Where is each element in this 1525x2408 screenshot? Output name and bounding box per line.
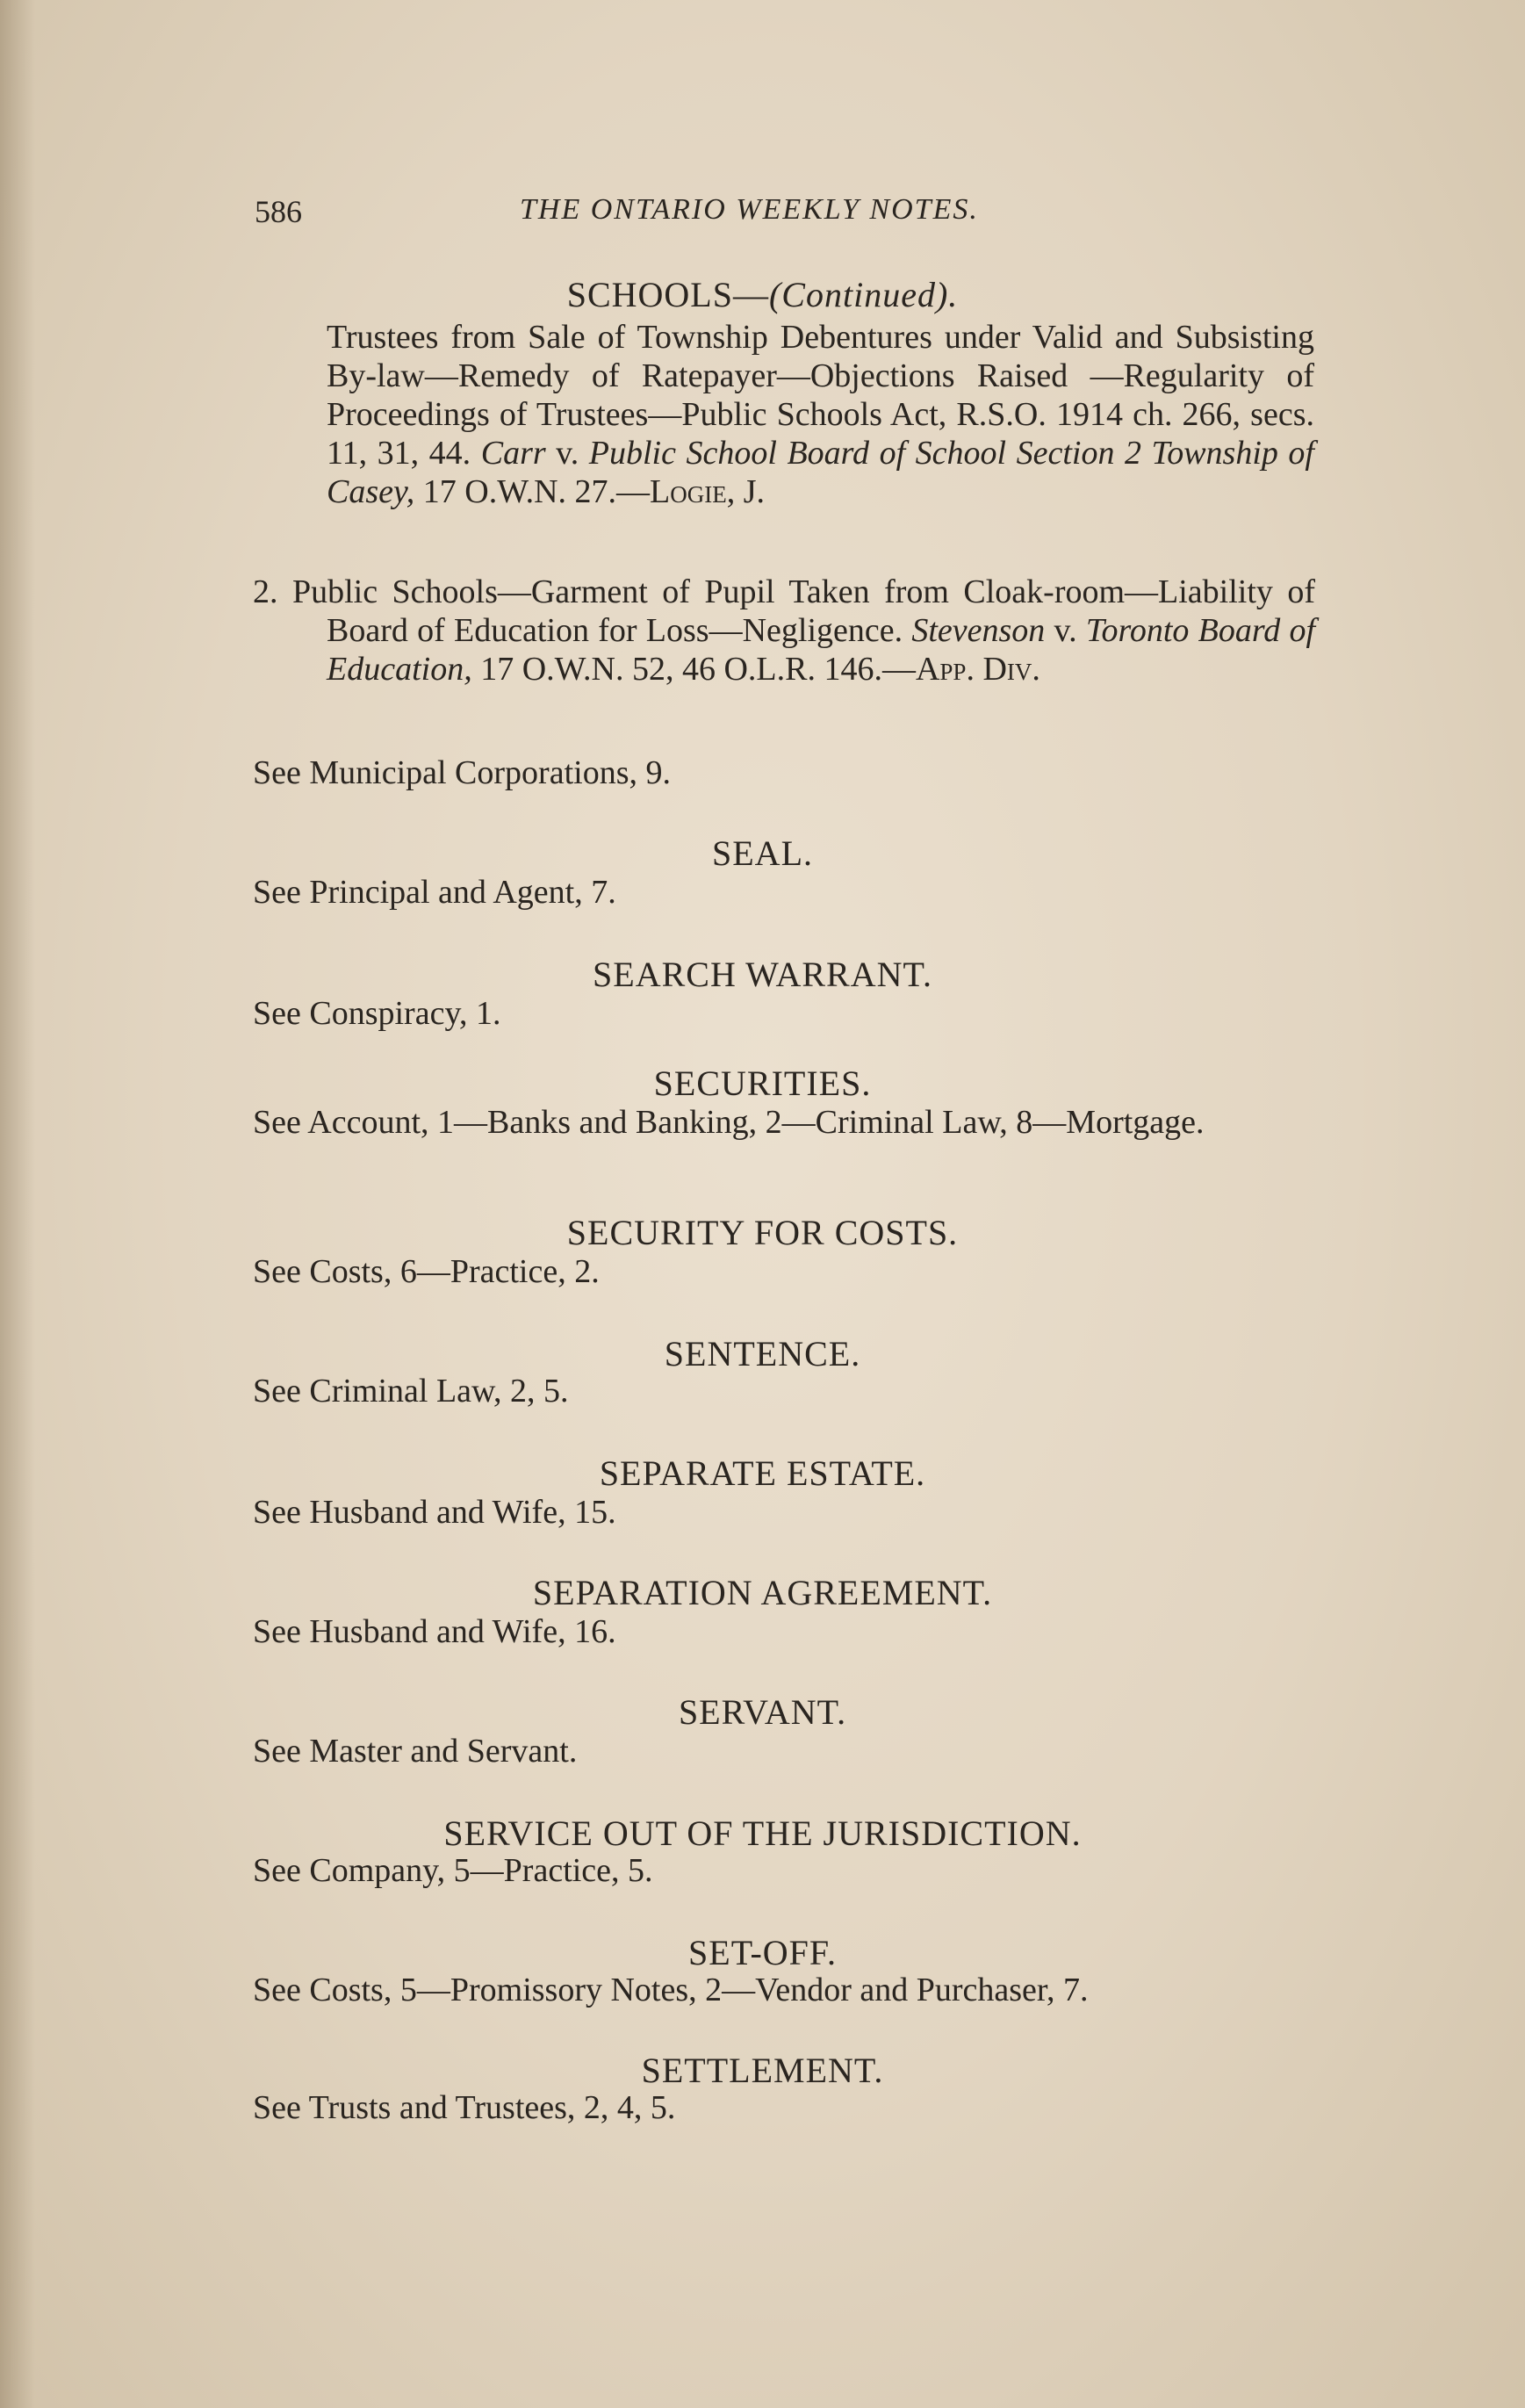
set-off-see-also: See Costs, 5—Promissory Notes, 2—Vendor and Purchaser, 7. [253,1972,1089,2008]
entry-2-citation: 17 O.W.N. 52, 46 O.L.R. 146.— [471,651,916,688]
seal-see-also: See Principal and Agent, 7. [253,874,616,911]
entry-2-court: App. Div [915,651,1032,688]
settlement-see-also: See Trusts and Trustees, 2, 4, 5. [253,2089,676,2126]
search-warrant-see-also: See Conspiracy, 1. [253,995,501,1032]
separation-agreement-see-also: See Husband and Wife, 16. [253,1613,616,1650]
schools-see-also: See Municipal Corporations, 9. [253,754,671,791]
schools-entry-2 [253,573,1315,689]
journal-title: THE ONTARIO WEEKLY NOTES. [520,193,979,226]
section-heading-securities: SECURITIES. [653,1063,872,1103]
entry-2-versus: v. [1045,612,1086,649]
entry-2-court-end: . [1032,651,1040,688]
servant-see-also: See Master and Servant. [253,1733,578,1770]
section-heading-schools [0,274,1525,315]
section-heading-servant: SERVANT. [678,1692,847,1732]
page-number: 586 [255,194,302,229]
running-head [255,193,1317,237]
entry-2-case-name: Stevenson [911,612,1046,649]
entry-1-case-name: Carr [480,435,546,472]
section-heading-service-out-of-jurisdiction: SERVICE OUT OF THE JURISDICTION. [443,1813,1082,1853]
section-heading-separate-estate: SEPARATE ESTATE. [599,1453,926,1493]
schools-entry-1 [327,318,1314,511]
service-out-of-jurisdiction-see-also: See Company, 5—Practice, 5. [253,1852,653,1889]
entry-1-versus: v. [545,435,589,472]
schools-heading-main: SCHOOLS— [566,275,769,314]
section-heading-separation-agreement: SEPARATION AGREEMENT. [532,1573,993,1612]
section-heading-search-warrant: SEARCH WARRANT. [593,955,932,994]
section-heading-set-off: SET-OFF. [688,1933,837,1972]
section-heading-settlement: SETTLEMENT. [641,2051,884,2090]
security-for-costs-see-also: See Costs, 6—Practice, 2. [253,1253,600,1290]
entry-1-judge: Logie [650,473,727,510]
entry-1-case-name-2: Public School Board of School Section 2 Township of Casey, [327,435,1314,510]
entry-2-case-name-2: Toronto Board of Education, [327,612,1315,688]
entry-1-citation: 17 O.W.N. 27.— [414,473,651,510]
section-heading-seal: SEAL. [712,833,813,873]
entry-1-text: Trustees from Sale of Township Debentures under Valid and Subsisting By-law—Remedy of Ratepayer—Objections Raised —Regularity of Proceedings of Trustees—Public Schools Act, R.S.O. 1914 ch. 266, secs. 11, 31, 44. [327,319,1314,472]
entry-2-number: 2. [253,573,292,610]
section-heading-sentence: SENTENCE. [664,1334,861,1373]
securities-see-also: See Account, 1—Banks and Banking, 2—Criminal Law, 8—Mortgage. [253,1104,1205,1141]
section-heading-security-for-costs: SECURITY FOR COSTS. [566,1213,959,1252]
entry-2-text: Public Schools—Garment of Pupil Taken from Cloak-room—Liability of Board of Education for Loss—Negligence. [291,573,1316,649]
entry-1-judge-end: , J. [726,473,766,510]
sentence-see-also: See Criminal Law, 2, 5. [253,1373,569,1409]
separate-estate-see-also: See Husband and Wife, 15. [253,1494,616,1531]
schools-heading-cont: (Continued). [768,275,959,314]
